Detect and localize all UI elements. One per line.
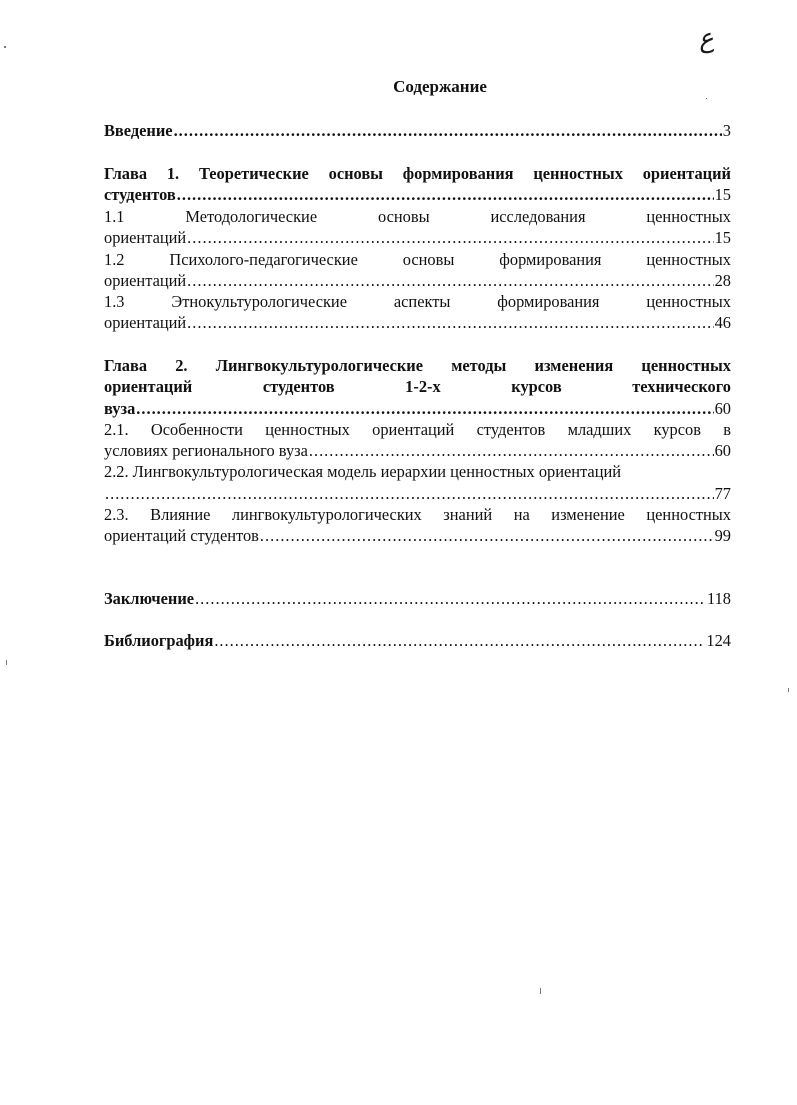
- dot-leader: [260, 525, 714, 547]
- toc-page-number: 118: [707, 589, 731, 608]
- toc-section-1-2-line1[interactable]: 1.2 Психолого-педагогические основы формирования ценностных: [104, 250, 731, 269]
- toc-chapter-1-line2[interactable]: [104, 184, 731, 206]
- dot-leader: [136, 398, 713, 420]
- toc-section-1-3-line1[interactable]: 1.3 Этнокультурологические аспекты формирования ценностных: [104, 292, 731, 311]
- toc-entry-label: Библиография: [104, 631, 214, 650]
- scan-speck: [4, 46, 6, 48]
- toc-page-number: 28: [714, 271, 731, 290]
- toc-section-2-1-line2[interactable]: [104, 440, 731, 462]
- toc-page-number: 15: [714, 228, 731, 247]
- toc-entry-label: студентов: [104, 185, 176, 204]
- toc-section-2-1-line1[interactable]: 2.1. Особенности ценностных ориентаций студентов младших курсов в: [104, 420, 731, 439]
- toc-page-number: 77: [714, 484, 731, 503]
- dot-leader: [214, 630, 705, 652]
- toc-page-number: 60: [714, 399, 731, 418]
- dot-leader: [187, 227, 713, 249]
- dot-leader: [187, 270, 713, 292]
- toc-page-number: 124: [706, 631, 731, 650]
- toc-entry-intro[interactable]: [104, 120, 731, 142]
- toc-page-number: 60: [714, 441, 731, 460]
- toc-chapter-1-line1[interactable]: Глава 1. Теоретические основы формирования ценностных ориентаций: [104, 164, 731, 183]
- toc-section-1-2-line2[interactable]: [104, 270, 731, 292]
- toc-entry-label: Введение: [104, 121, 173, 140]
- toc-page-number: 99: [714, 526, 731, 545]
- toc-entry-label: Заключение: [104, 589, 195, 608]
- dot-leader: [174, 120, 722, 142]
- toc-section-2-2-line2[interactable]: [104, 483, 731, 505]
- toc-section-2-3-line1[interactable]: 2.3. Влияние лингвокультурологических знаний на изменение ценностных: [104, 505, 731, 524]
- toc-section-1-1-line1[interactable]: 1.1 Методологические основы исследования ценностных: [104, 207, 731, 226]
- toc-entry-bibliography[interactable]: [104, 630, 731, 652]
- scan-speck: [788, 688, 789, 692]
- toc-section-1-1-line2[interactable]: [104, 227, 731, 249]
- toc-page-number: 46: [714, 313, 731, 332]
- toc-section-1-3-line2[interactable]: [104, 312, 731, 334]
- toc-entry-conclusion[interactable]: [104, 588, 731, 610]
- toc-page-number: 15: [714, 185, 731, 204]
- scan-speck: [6, 660, 7, 665]
- toc-section-2-3-line2[interactable]: [104, 525, 731, 547]
- toc-chapter-2-line1[interactable]: Глава 2. Лингвокультурологические методы изменения ценностных: [104, 356, 731, 375]
- toc-entry-label: ориентаций: [104, 271, 187, 290]
- toc-chapter-2-line3[interactable]: [104, 398, 731, 420]
- scan-speck: [540, 988, 541, 994]
- toc-entry-label: условиях регионального вуза: [104, 441, 308, 460]
- toc-entry-label: ориентаций студентов: [104, 526, 259, 545]
- toc-section-2-2-line1[interactable]: 2.2. Лингвокультурологическая модель иерархии ценностных ориентаций: [104, 462, 622, 481]
- toc-entry-label: ориентаций: [104, 313, 187, 332]
- toc-page-number: 3: [722, 121, 731, 140]
- toc-entry-label: ориентаций: [104, 228, 187, 247]
- dot-leader: [309, 440, 714, 462]
- dot-leader: [187, 312, 713, 334]
- toc-chapter-2-line2[interactable]: ориентаций студентов 1-2-х курсов технического: [104, 377, 731, 396]
- dot-leader: [177, 184, 714, 206]
- dot-leader: [105, 483, 714, 505]
- toc-entry-label: вуза: [104, 399, 136, 418]
- dot-leader: [195, 588, 706, 610]
- scan-speck: [706, 98, 707, 99]
- handwritten-page-mark: ع: [695, 23, 716, 54]
- page-title: Содержание: [393, 77, 487, 96]
